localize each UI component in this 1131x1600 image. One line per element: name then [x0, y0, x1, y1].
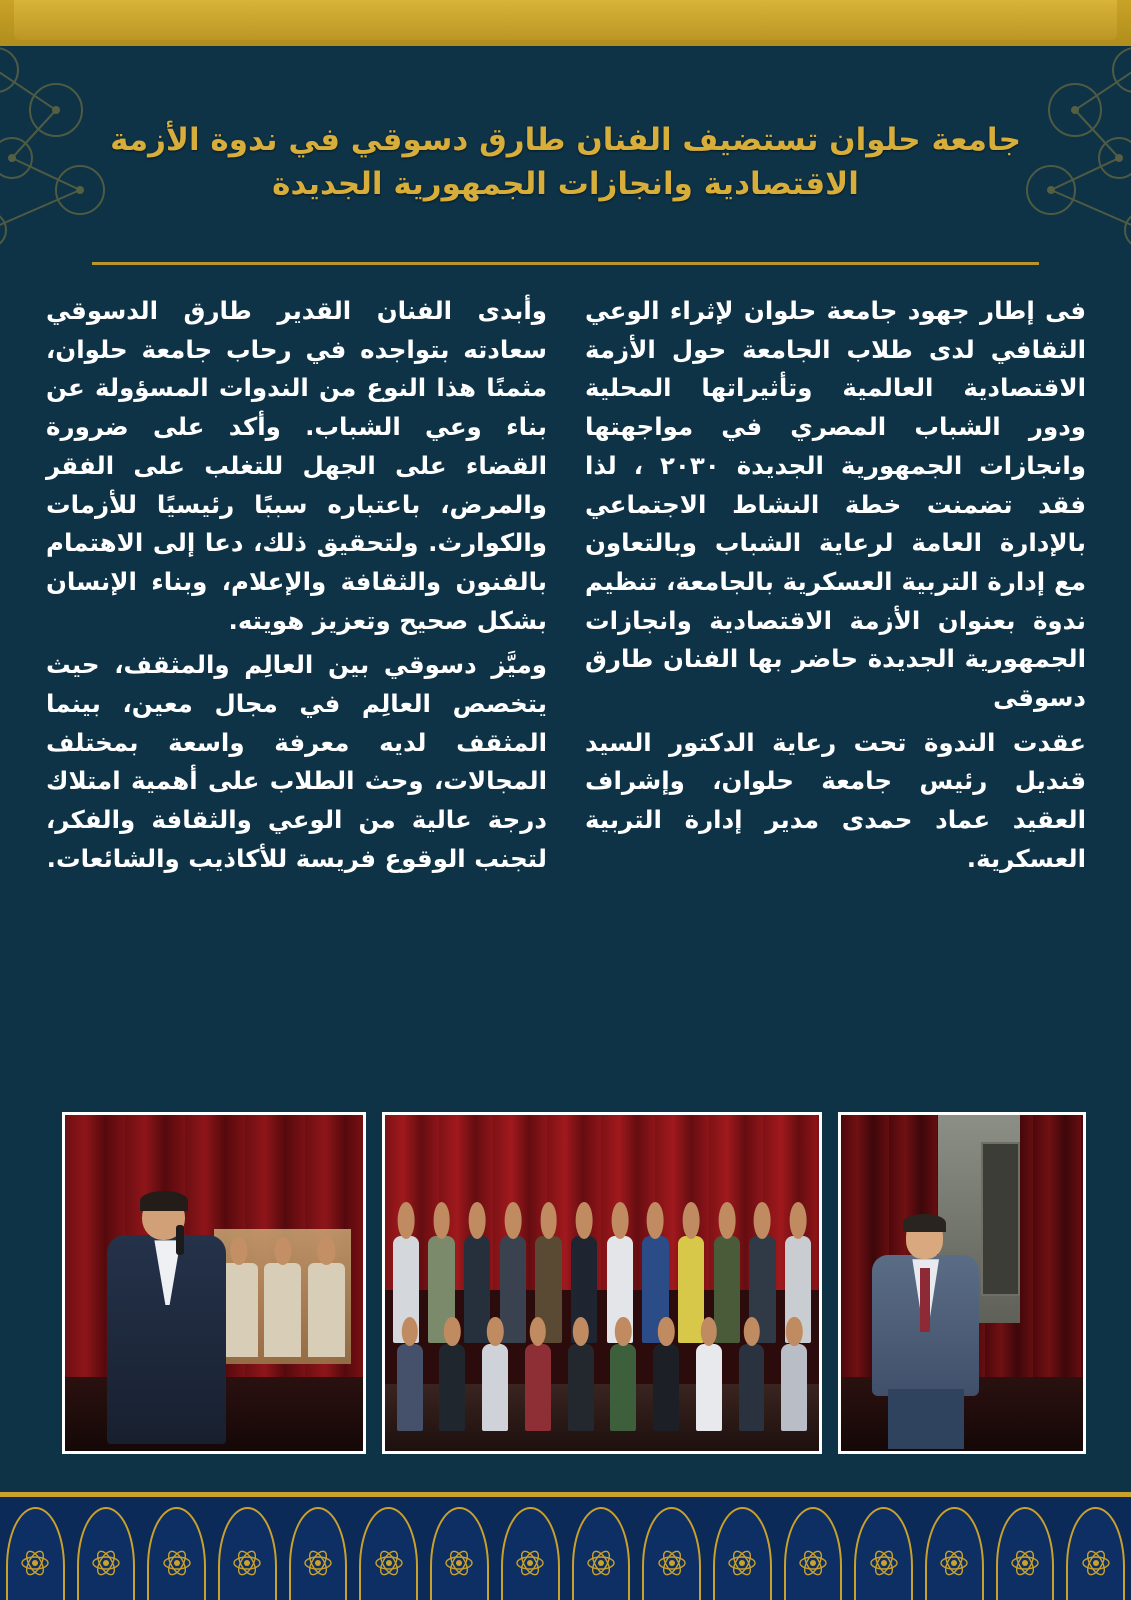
photo-speaker-standing — [838, 1112, 1086, 1454]
person-figure — [870, 1216, 981, 1444]
band-arch — [1060, 1497, 1131, 1600]
person-figure — [609, 1317, 638, 1431]
band-arch — [707, 1497, 778, 1600]
stage-door — [981, 1142, 1020, 1297]
tie — [920, 1268, 930, 1332]
band-arch — [990, 1497, 1061, 1600]
article-column-right — [585, 292, 1086, 1102]
paragraph: وميَّز دسوقي بين العالِم والمثقف، حيث يتخصص العالِم في مجال معين، بينما المثقف لديه معرفة واسعة بمختلف المجالات، وحث الطلاب على أهمية امتلاك درجة عالية من الوعي والثقافة والفكر، لتجنب الوقوع فريسة للأكاذيب والشائعات. — [46, 650, 547, 873]
hair — [903, 1214, 945, 1232]
legs — [888, 1389, 964, 1448]
person-figure — [107, 1196, 226, 1445]
top-gold-bar — [0, 0, 1131, 46]
microphone-icon — [176, 1225, 184, 1255]
seated-audience — [220, 1263, 345, 1357]
title-divider — [92, 262, 1039, 265]
photo-gallery — [46, 1112, 1086, 1454]
paragraph: عقدت الندوة تحت رعاية الدكتور السيد قنديل رئيس جامعة حلوان، وإشراف العقيد عماد حمدى مدير إدارة التربية العسكرية. — [585, 727, 1086, 873]
band-arch — [141, 1497, 212, 1600]
top-gold-bar-inner — [14, 0, 1117, 40]
band-arch — [283, 1497, 354, 1600]
paragraph: فى إطار جهود جامعة حلوان لإثراء الوعي الثقافي لدى طلاب الجامعة حول الأزمة الاقتصادية العالمية وتأثيراتها المحلية ودور الشباب المصري في مواجهتها وانجازات الجمهورية الجديدة ٢٠٣٠ ، لذا فقد تضمنت خطة النشاط الاجتماعي بالإدارة العامة لرعاية الشباب وبالتعاون مع إدارة التربية العسكرية بالجامعة، تنظيم ندوة بعنوان الأزمة الاقتصادية وانجازات الجمهورية الجديدة حاضر بها الفنان طارق دسوقى — [585, 296, 1086, 713]
band-arch — [0, 1497, 71, 1600]
person-figure — [438, 1317, 467, 1431]
person-figure — [566, 1317, 595, 1431]
band-arch — [424, 1497, 495, 1600]
article-body — [46, 292, 1086, 1102]
band-arch — [848, 1497, 919, 1600]
seated-person — [308, 1263, 346, 1357]
band-pattern — [0, 1497, 1131, 1600]
paragraph: وأبدى الفنان القدير طارق الدسوقي سعادته بتواجده في رحاب جامعة حلوان، مثمنًا هذا النوع من الندوات المسؤولة عن بناء وعي الشباب. وأكد على ضرورة القضاء على الجهل للتغلب على الفقر والمرض، باعتباره سببًا رئيسيًا للأزمات والكوارث. ولتحقيق ذلك، دعا إلى الاهتمام بالفنون والثقافة والإعلام، وبناء الإنسان بشكل صحيح وتعزيز هويته. — [46, 296, 547, 635]
person-figure — [694, 1317, 723, 1431]
photo-speaker-microphone — [62, 1112, 366, 1454]
band-arch — [71, 1497, 142, 1600]
band-arch — [353, 1497, 424, 1600]
article-column-left — [46, 292, 547, 1102]
person-figure — [780, 1317, 809, 1431]
person-figure — [395, 1317, 424, 1431]
photo-group-students — [382, 1112, 822, 1454]
band-arch — [778, 1497, 849, 1600]
band-arch — [212, 1497, 283, 1600]
band-arch — [566, 1497, 637, 1600]
front-row-group — [385, 1317, 819, 1431]
seated-person — [264, 1263, 302, 1357]
bottom-decorative-band — [0, 1492, 1131, 1600]
person-figure — [480, 1317, 509, 1431]
band-arch — [636, 1497, 707, 1600]
person-figure — [651, 1317, 680, 1431]
person-figure — [523, 1317, 552, 1431]
hair — [140, 1191, 188, 1211]
page-title: جامعة حلوان تستضيف الفنان طارق دسوقي في ندوة الأزمة الاقتصادية وانجازات الجمهورية الجديدة — [110, 122, 1021, 203]
person-figure — [737, 1317, 766, 1431]
band-arch — [495, 1497, 566, 1600]
band-arch — [919, 1497, 990, 1600]
